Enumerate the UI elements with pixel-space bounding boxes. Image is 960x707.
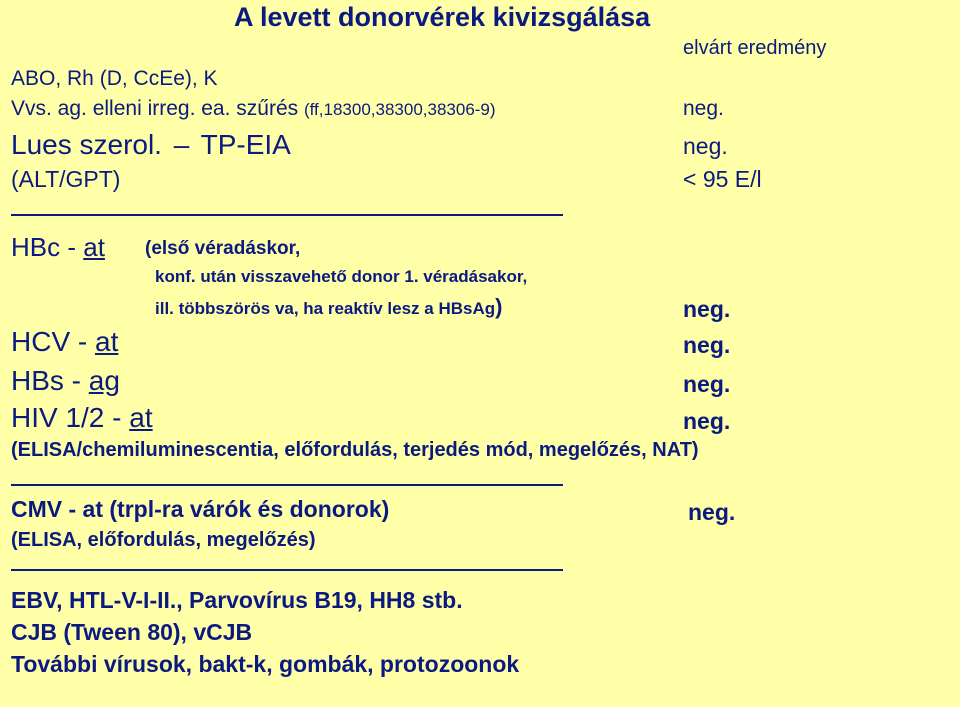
cmv-result: neg. <box>688 499 736 525</box>
hiv-result: neg. <box>683 408 731 434</box>
lues-line <box>11 131 291 159</box>
vvs-main: Vvs. ag. elleni irreg. ea. szűrés <box>11 97 299 120</box>
lues-result: neg. <box>683 133 728 159</box>
hbs-result: neg. <box>683 371 731 397</box>
elisa-note: (ELISA/chemiluminescentia, előfordulás, terjedés mód, megelőzés, NAT) <box>11 439 699 461</box>
hbc-note-1: (első véradáskor, <box>145 238 301 259</box>
cmv-line: CMV - at (trpl-ra várók és donorok) <box>11 496 390 522</box>
hiv-at: at <box>129 402 153 433</box>
hbc-note-3-text: ill. többszörös va, ha reaktív lesz a HBsAg <box>155 299 496 318</box>
hbs-name: HBs - <box>11 365 89 396</box>
lues-label: Lues szerol. <box>11 129 162 160</box>
divider-3 <box>11 569 563 571</box>
vvs-result: neg. <box>683 97 724 120</box>
hbc-result: neg. <box>683 296 731 322</box>
hbc-note-3 <box>155 296 502 318</box>
alt-result: < 95 E/l <box>683 166 762 192</box>
divider-2 <box>11 484 563 486</box>
lues-test: TP-EIA <box>200 129 291 160</box>
lues-dash: – <box>173 129 190 160</box>
cmv-note: (ELISA, előfordulás, megelőzés) <box>11 529 316 551</box>
hiv-line <box>11 404 153 432</box>
hbs-ag: ag <box>88 365 120 396</box>
hcv-at: at <box>95 326 119 357</box>
vvs-line <box>11 98 496 119</box>
hbc-note-2: konf. után visszavehető donor 1. véradásakor, <box>155 267 528 286</box>
vvs-codes: (ff,18300,38300,38306-9) <box>303 100 496 119</box>
hcv-name: HCV - <box>11 326 95 357</box>
hcv-line <box>11 328 118 356</box>
hbs-line <box>11 367 120 395</box>
hbc-at: at <box>83 232 105 262</box>
expected-result-header: elvárt eredmény <box>683 37 827 59</box>
hbc-line <box>11 234 105 260</box>
divider-1 <box>11 214 563 216</box>
cjb-line: CJB (Tween 80), vCJB <box>11 619 253 645</box>
hbc-note-paren: ) <box>495 294 503 319</box>
ebv-line: EBV, HTL-V-I-II., Parvovírus B19, HH8 stb. <box>11 587 463 613</box>
hbc-name: HBc - <box>11 232 84 262</box>
hiv-name: HIV 1/2 - <box>11 402 130 433</box>
further-line: További vírusok, bakt-k, gombák, protozoonok <box>11 651 520 677</box>
hcv-result: neg. <box>683 332 731 358</box>
abo-line: ABO, Rh (D, CcEe), K <box>11 67 218 90</box>
page-title: A levett donorvérek kivizsgálása <box>234 2 651 32</box>
alt-line: (ALT/GPT) <box>11 166 121 192</box>
